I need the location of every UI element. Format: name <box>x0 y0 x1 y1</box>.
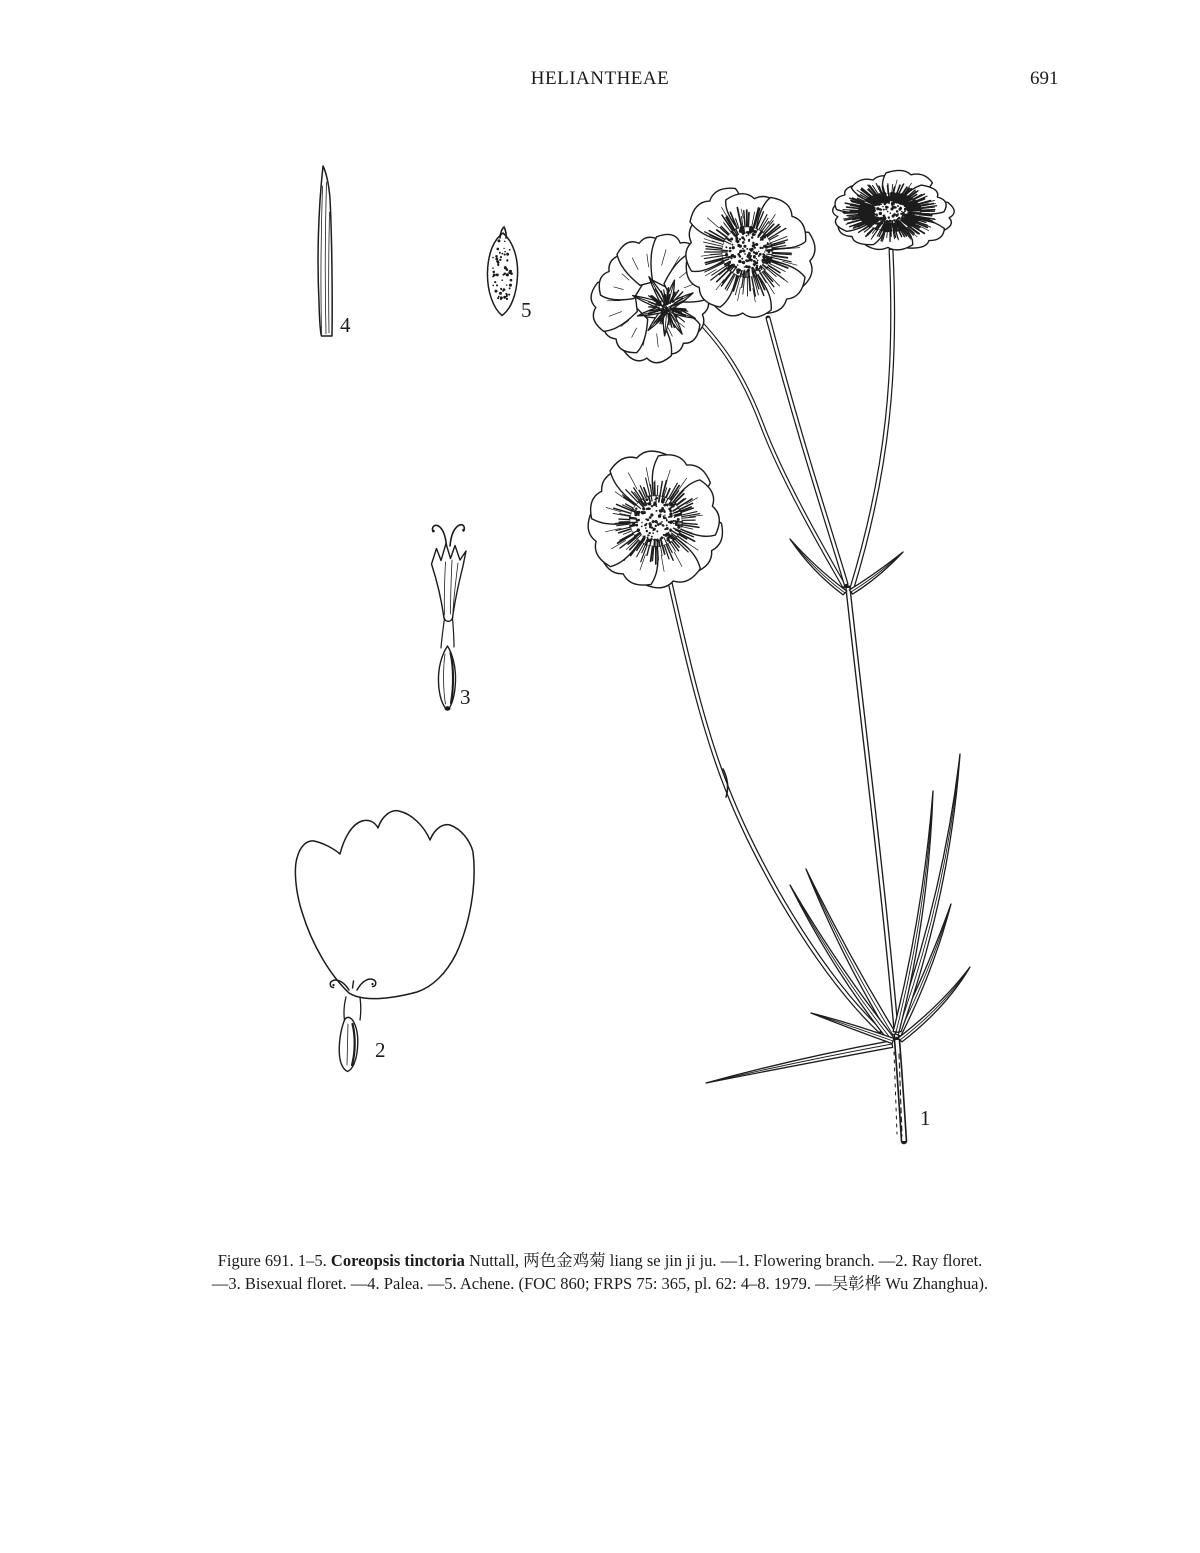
figure-part-label-1: 1 <box>920 1106 931 1130</box>
caption-line1-rest: Nuttall, 两色金鸡菊 liang se jin ji ju. —1. Flowering branch. —2. Ray floret. <box>464 1251 983 1270</box>
tribe-title: HELIANTHEAE <box>530 68 670 89</box>
palea-drawing <box>318 166 332 336</box>
page-number: 691 <box>1030 68 1059 89</box>
caption-line-1 <box>0 1249 1200 1272</box>
figure-part-label-2: 2 <box>375 1038 386 1062</box>
ray-floret-drawing <box>295 811 474 1072</box>
caption-prefix: Figure 691. 1–5. <box>217 1251 331 1270</box>
achene-drawing <box>487 227 517 316</box>
bisexual-floret-drawing <box>432 525 467 711</box>
caption-line-2: —3. Bisexual floret. —4. Palea. —5. Achene. (FOC 860; FRPS 75: 365, pl. 62: 4–8. 1979. —吴彰桦 Wu Zhanghua). <box>211 1274 989 1293</box>
figure-part-label-4: 4 <box>340 313 351 337</box>
leaves-group <box>706 539 970 1083</box>
figure-part-label-5: 5 <box>521 298 532 322</box>
figure-caption <box>0 1249 1200 1295</box>
flower-heads-group <box>588 170 954 587</box>
species-name: Coreopsis tinctoria <box>330 1251 465 1270</box>
figure-part-label-3: 3 <box>460 685 471 709</box>
